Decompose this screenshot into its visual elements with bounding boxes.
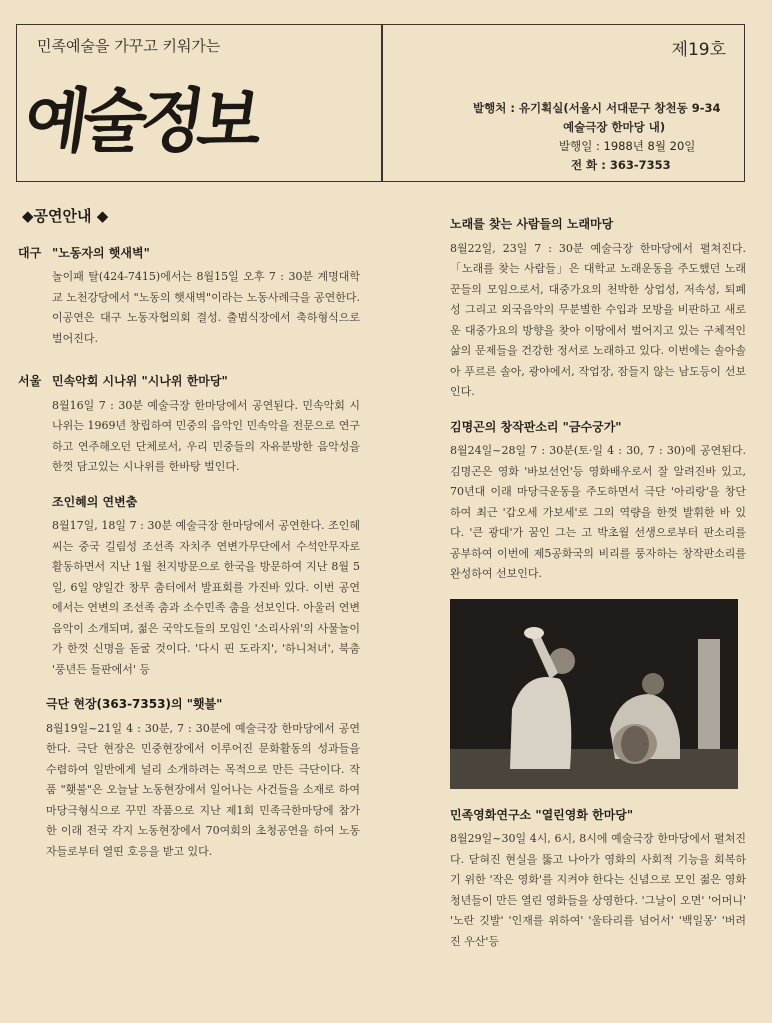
publisher: 발행처 : 유기획실(서울시 서대문구 창천동 9-34	[473, 101, 721, 115]
phone: 전 화 : 363-7353	[571, 158, 671, 172]
masthead-divider	[381, 25, 383, 181]
article-body: 8월19일~21일 4 : 30분, 7 : 30분에 예술극장 한마당에서 공연한다. 극단 현장은 민중현장에서 이루어진 문화활동의 성과들을 수렴하여 일반에게 널리 소개하려는 목적으로 만든 극단이다. 작품 "횃불"은 오늘날 노동현장에서 일어나는 사건들을 소재로 하여 마당극형식으로 꾸민 작품으로 지난 제1회 민족극한마당에 참가한 이래 전국 각지 노동현장에서 70여회의 초청공연을 하여 노동자들로부터 열띤 호응을 받고 있다.	[46, 721, 360, 858]
article-title: 극단 현장(363-7353)의 "횃불"	[46, 697, 223, 711]
article-nochatsa	[450, 214, 746, 403]
publish-date: 발행일 : 1988년 8월 20일	[559, 139, 696, 153]
publication-info	[473, 99, 721, 175]
article-title: 김명곤의 창작판소리 "금수궁가"	[450, 419, 622, 434]
article-title: 조인혜의 연변춤	[52, 494, 138, 509]
newsletter-logo: 예술정보	[19, 80, 262, 162]
article-body: 8월24일~28일 7 : 30분(토·일 4 : 30, 7 : 30)에 공연된다. 김명곤은 영화 '바보선언'등 영화배우로서 잘 알려진바 있고, 70년대 이래 마당극운동을 주도하면서 극단 '아리랑'을 창단하여 최근 '갑오세 가보세'로 그의 역량을 한껏 발휘한 바 있다. '큰 광대'가 꿈인 그는 고 박초월 선생으로부터 판소리를 공부하여 이번에 제5공화국의 비리를 풍자하는 창작판소리를 완성하여 선보인다.	[450, 444, 746, 580]
region-label: 서울	[18, 374, 42, 388]
article-yanbian-dance	[22, 492, 360, 681]
article-body: 8월29일~30일 4시, 6시, 8시에 예술극장 한마당에서 펼쳐진다. 닫혀진 현실을 뚫고 나아가 영화의 사회적 기능을 회복하기 위한 '작은 영화'를 지켜야 한다는 신념으로 모인 젊은 영화 청년들이 만든 열린 영화들을 상영한다. '그날이 오면' '어머니' '노란 깃발' '인재를 위하여' '울타리를 넘어서' '백일몽' '버려진 우산'등	[450, 832, 746, 948]
section-header: ◆공연안내 ◆	[22, 207, 109, 225]
publisher-address: 예술극장 한마당 내)	[563, 120, 666, 134]
article-title: "노동자의 햇새벽"	[52, 245, 150, 260]
article-pansori	[450, 417, 746, 585]
performance-photo-illustration	[450, 599, 738, 789]
article-body: 8월22일, 23일 7 : 30분 예술극장 한마당에서 펼쳐진다. 「노래를 찾는 사람들」은 대학교 노래운동을 주도했던 노래꾼들의 모임으로서, 대중가요의 천박한 상업성, 저속성, 퇴폐성 그리고 외국음악의 무분별한 수입과 모방을 비판하고 새로운 대중가요의 방향을 찾아 이땅에서 벌어지고 있는 구체적인 삶의 문제들을 건강한 정서로 노래하고 있다. 이번에는 솔아솔아 푸르른 솔아, 광야에서, 작업장, 잠들지 않는 남도등이 선보인다.	[450, 241, 746, 398]
article-body: 놀이패 탈(424-7415)에서는 8월15일 오후 7 : 30분 계명대학교 노천강당에서 "노동의 햇새벽"이라는 노동사례극을 공연한다. 이공연은 대구 노동자협의회 결성. 출범식장에서 축하형식으로 벌어진다.	[52, 270, 360, 345]
masthead	[16, 24, 745, 182]
right-column	[450, 214, 746, 966]
article-title: 민속악회 시나위 "시나위 한마당"	[52, 374, 228, 388]
article-hyeonjang	[22, 694, 360, 862]
left-column	[18, 206, 360, 876]
slogan: 민족예술을 가꾸고 키워가는	[37, 37, 221, 55]
article-open-film	[450, 805, 746, 953]
article-sinawi	[18, 371, 360, 478]
article-daegu	[18, 243, 360, 350]
article-body: 8월17일, 18일 7 : 30분 예술극장 한마당에서 공연한다. 조인혜씨는 중국 길림성 조선족 자치주 연변가무단에서 수석안무자로 활동하면서 지난 1월 천지방문으로 한국을 방문하여 지난 8월 5일, 6일 양일간 창무 춤터에서 발표회를 가진바 있다. 이번 공연에서는 연변의 조선족 춤과 소수민족 춤을 선보인다. 아울러 연변음악이 소개되며, 젊은 국악도들의 모임인 '소리사위'의 사물놀이가 한껏 신명을 돋굴 것이다. '다시 핀 도라지', '하니처녀', 북춤 '풍년든 들판에서' 등	[52, 519, 360, 676]
article-title: 노래를 찾는 사람들의 노래마당	[450, 217, 614, 231]
issue-number: 제19호	[671, 40, 726, 60]
region-label: 대구	[18, 245, 42, 260]
article-body: 8월16일 7 : 30분 예술극장 한마당에서 공연된다. 민속악회 시나위는 1969년 창립하여 민중의 음악인 민속악을 전문으로 연구하고 연주해오던 단체로서, 우리 민중들의 자유분방한 음악성을 한껏 담고있는 시나위를 한바탕 벌인다.	[52, 398, 360, 473]
article-title: 민족영화연구소 "열린영화 한마당"	[450, 807, 634, 822]
performance-photo	[450, 599, 738, 789]
